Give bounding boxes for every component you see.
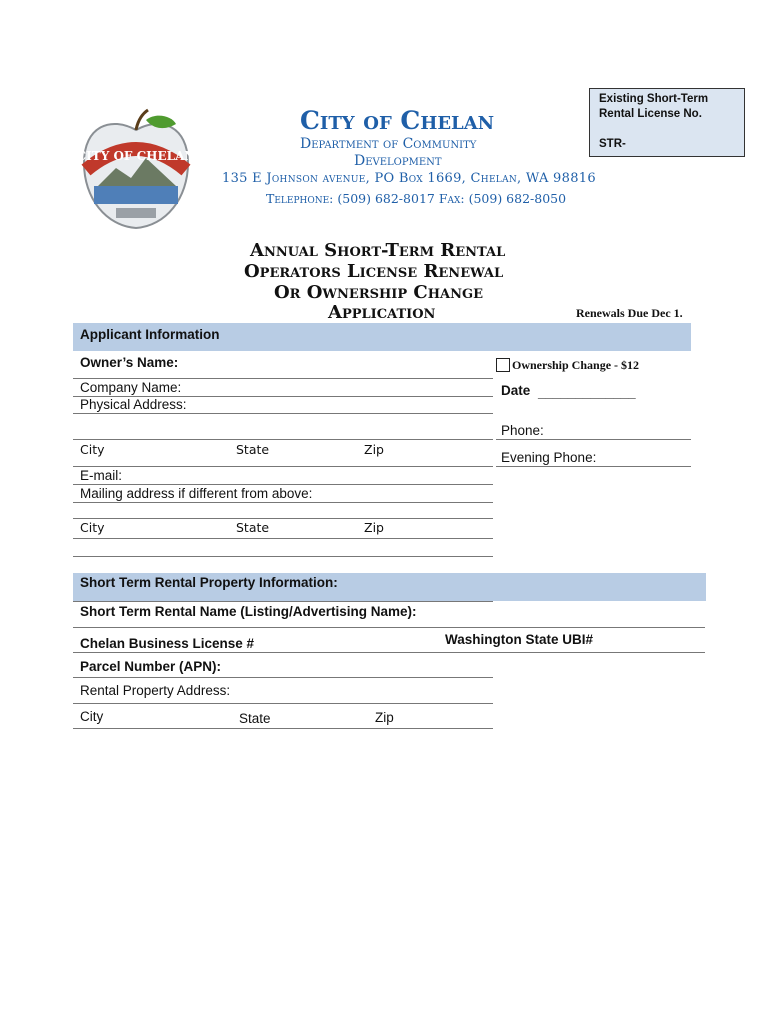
address-line: 135 E Johnson avenue, PO Box 1669, Chelan, WA 98816 [222,171,596,186]
phone-fax-line: Telephone: (509) 682-8017 Fax: (509) 682-8050 [266,191,567,206]
license-box-label-2: Rental License No. [599,108,702,120]
mailing-city-line[interactable] [73,538,493,539]
form-title-line-4: Application [328,302,436,323]
address-divider [73,439,493,440]
parcel-number-label: Parcel Number (APN): [80,659,222,674]
renewals-due-note: Renewals Due Dec 1. [576,306,683,320]
city-label: City [80,442,105,457]
business-license-line[interactable] [73,652,705,653]
email-label: E-mail: [80,468,123,483]
state-label: State [236,442,270,457]
physical-address-line[interactable] [73,413,493,414]
evening-phone-label: Evening Phone: [501,450,597,465]
owner-name-label: Owner’s Name: [80,355,179,370]
phone-line[interactable] [496,439,691,440]
rental-address-line[interactable] [73,703,493,704]
rental-address-label: Rental Property Address: [80,683,231,698]
mailing-address-line[interactable] [73,502,493,503]
phone-label: Phone: [501,423,544,438]
rental-city-line[interactable] [73,728,493,729]
company-name-label: Company Name: [80,380,182,395]
department-line-1: Department of Community [300,136,477,152]
email-line[interactable] [73,484,493,485]
city-logo [76,108,196,233]
parcel-number-line[interactable] [73,677,493,678]
mailing-address-label: Mailing address if different from above: [80,486,313,501]
rental-name-label: Short Term Rental Name (Listing/Advertising Name): [80,604,417,619]
rental-name-line[interactable] [73,627,705,628]
mailing-zip-label: Zip [364,520,384,535]
mailing-city-label: City [80,520,105,535]
mailing-divider [73,518,493,519]
applicant-section-title: Applicant Information [80,327,220,342]
existing-license-box[interactable] [589,88,745,157]
evening-phone-line[interactable] [496,466,691,467]
zip-label: Zip [364,442,384,457]
license-prefix: STR- [599,138,626,150]
rental-city-label: City [80,709,104,724]
ownership-change-checkbox[interactable] [496,358,510,372]
mailing-extra-line[interactable] [73,556,493,557]
city-state-zip-line[interactable] [73,466,493,467]
business-license-label: Chelan Business License # [80,636,255,651]
owner-name-line[interactable] [73,378,493,379]
mailing-state-label: State [236,520,270,535]
form-title-line-1: Annual Short-Term Rental [250,240,506,261]
ubi-label: Washington State UBI# [445,632,594,647]
rental-zip-label: Zip [375,710,394,725]
department-line-2: Development [354,153,442,169]
license-box-label-1: Existing Short-Term [599,93,709,105]
logo-text: CITY OF CHELAN [76,149,196,163]
physical-address-label: Physical Address: [80,397,187,412]
ownership-change-label: Ownership Change - $12 [512,358,640,372]
property-section-title: Short Term Rental Property Information: [80,575,338,590]
date-blank[interactable]: _____________ [538,385,636,400]
property-header-line [73,601,493,602]
city-title: City of Chelan [300,106,495,135]
date-label: Date [501,383,531,398]
rental-state-label: State [239,711,271,726]
form-title-line-3: Or Ownership Change [274,282,484,303]
form-title-line-2: Operators License Renewal [244,261,504,282]
